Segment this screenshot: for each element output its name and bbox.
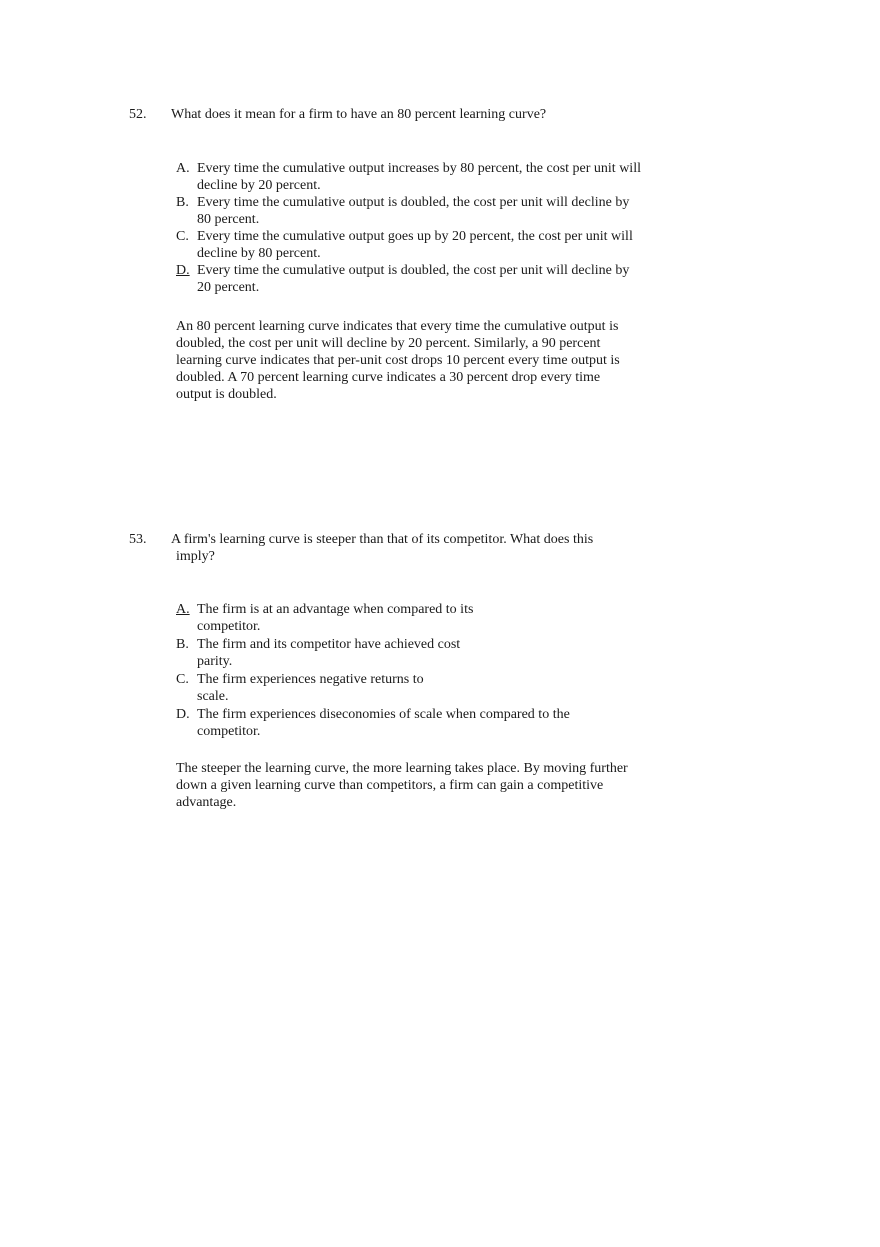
- choice-text-line2: decline by 20 percent.: [197, 178, 321, 193]
- answer-choices-53: [176, 601, 570, 740]
- choice-text-line1: The firm and its competitor have achieved cost: [197, 637, 461, 652]
- question-text: What does it mean for a firm to have an 80 percent learning curve?: [171, 107, 547, 122]
- question-stem: [0, 531, 880, 548]
- choice-text-line1: Every time the cumulative output is doubled, the cost per unit will decline by: [197, 263, 630, 278]
- choice-a: [176, 160, 641, 194]
- answer-choices-52: [176, 160, 641, 296]
- explanation-line: The steeper the learning curve, the more learning takes place. By moving further: [176, 761, 628, 776]
- choice-text-line1: Every time the cumulative output goes up by 20 percent, the cost per unit will: [197, 229, 633, 244]
- choice-b: [176, 636, 570, 670]
- choice-letter: B.: [176, 195, 189, 210]
- choice-c: [176, 228, 641, 262]
- explanation-line: output is doubled.: [176, 387, 277, 402]
- choice-text-line2: decline by 80 percent.: [197, 246, 321, 261]
- question-53: [0, 531, 880, 565]
- choice-c: [176, 671, 570, 705]
- explanation-53: [176, 760, 628, 811]
- choice-text-line2: 20 percent.: [197, 280, 260, 295]
- question-stem: [0, 106, 880, 123]
- choice-text-line2: 80 percent.: [197, 212, 260, 227]
- explanation-line: advantage.: [176, 795, 237, 810]
- explanation-52: [176, 318, 620, 403]
- choice-text-line2: competitor.: [197, 724, 261, 739]
- explanation-line: doubled, the cost per unit will decline by 20 percent. Similarly, a 90 percent: [176, 336, 601, 351]
- explanation-line: An 80 percent learning curve indicates that every time the cumulative output is: [176, 319, 619, 334]
- explanation-line: learning curve indicates that per-unit cost drops 10 percent every time output is: [176, 353, 620, 368]
- choice-text-line1: The firm experiences diseconomies of scale when compared to the: [197, 707, 570, 722]
- choice-letter: C.: [176, 229, 189, 244]
- choice-text-line2: parity.: [197, 654, 233, 669]
- choice-text-line2: competitor.: [197, 619, 261, 634]
- choice-b: [176, 194, 641, 228]
- choice-text-line1: Every time the cumulative output is doubled, the cost per unit will decline by: [197, 195, 630, 210]
- choice-d: [176, 262, 641, 296]
- explanation-line: down a given learning curve than competitors, a firm can gain a competitive: [176, 778, 604, 793]
- explanation-line: doubled. A 70 percent learning curve indicates a 30 percent drop every time: [176, 370, 601, 385]
- choice-letter: A.: [176, 161, 190, 176]
- question-number: 53.: [129, 532, 147, 547]
- question-52: [0, 106, 880, 123]
- choice-letter: D.: [176, 707, 190, 722]
- question-text-line2: imply?: [176, 549, 215, 564]
- choice-letter-correct: A.: [176, 602, 190, 617]
- choice-text-line2: scale.: [197, 689, 229, 704]
- choice-d: [176, 706, 570, 740]
- choice-letter: B.: [176, 637, 189, 652]
- question-text-line1: A firm's learning curve is steeper than that of its competitor. What does this: [171, 532, 594, 547]
- choice-letter: C.: [176, 672, 189, 687]
- choice-letter-correct: D.: [176, 263, 190, 278]
- choice-text-line1: Every time the cumulative output increases by 80 percent, the cost per unit will: [197, 161, 641, 176]
- choice-text-line1: The firm is at an advantage when compared to its: [197, 602, 474, 617]
- question-number: 52.: [129, 107, 147, 122]
- choice-text-line1: The firm experiences negative returns to: [197, 672, 424, 687]
- choice-a: [176, 601, 570, 635]
